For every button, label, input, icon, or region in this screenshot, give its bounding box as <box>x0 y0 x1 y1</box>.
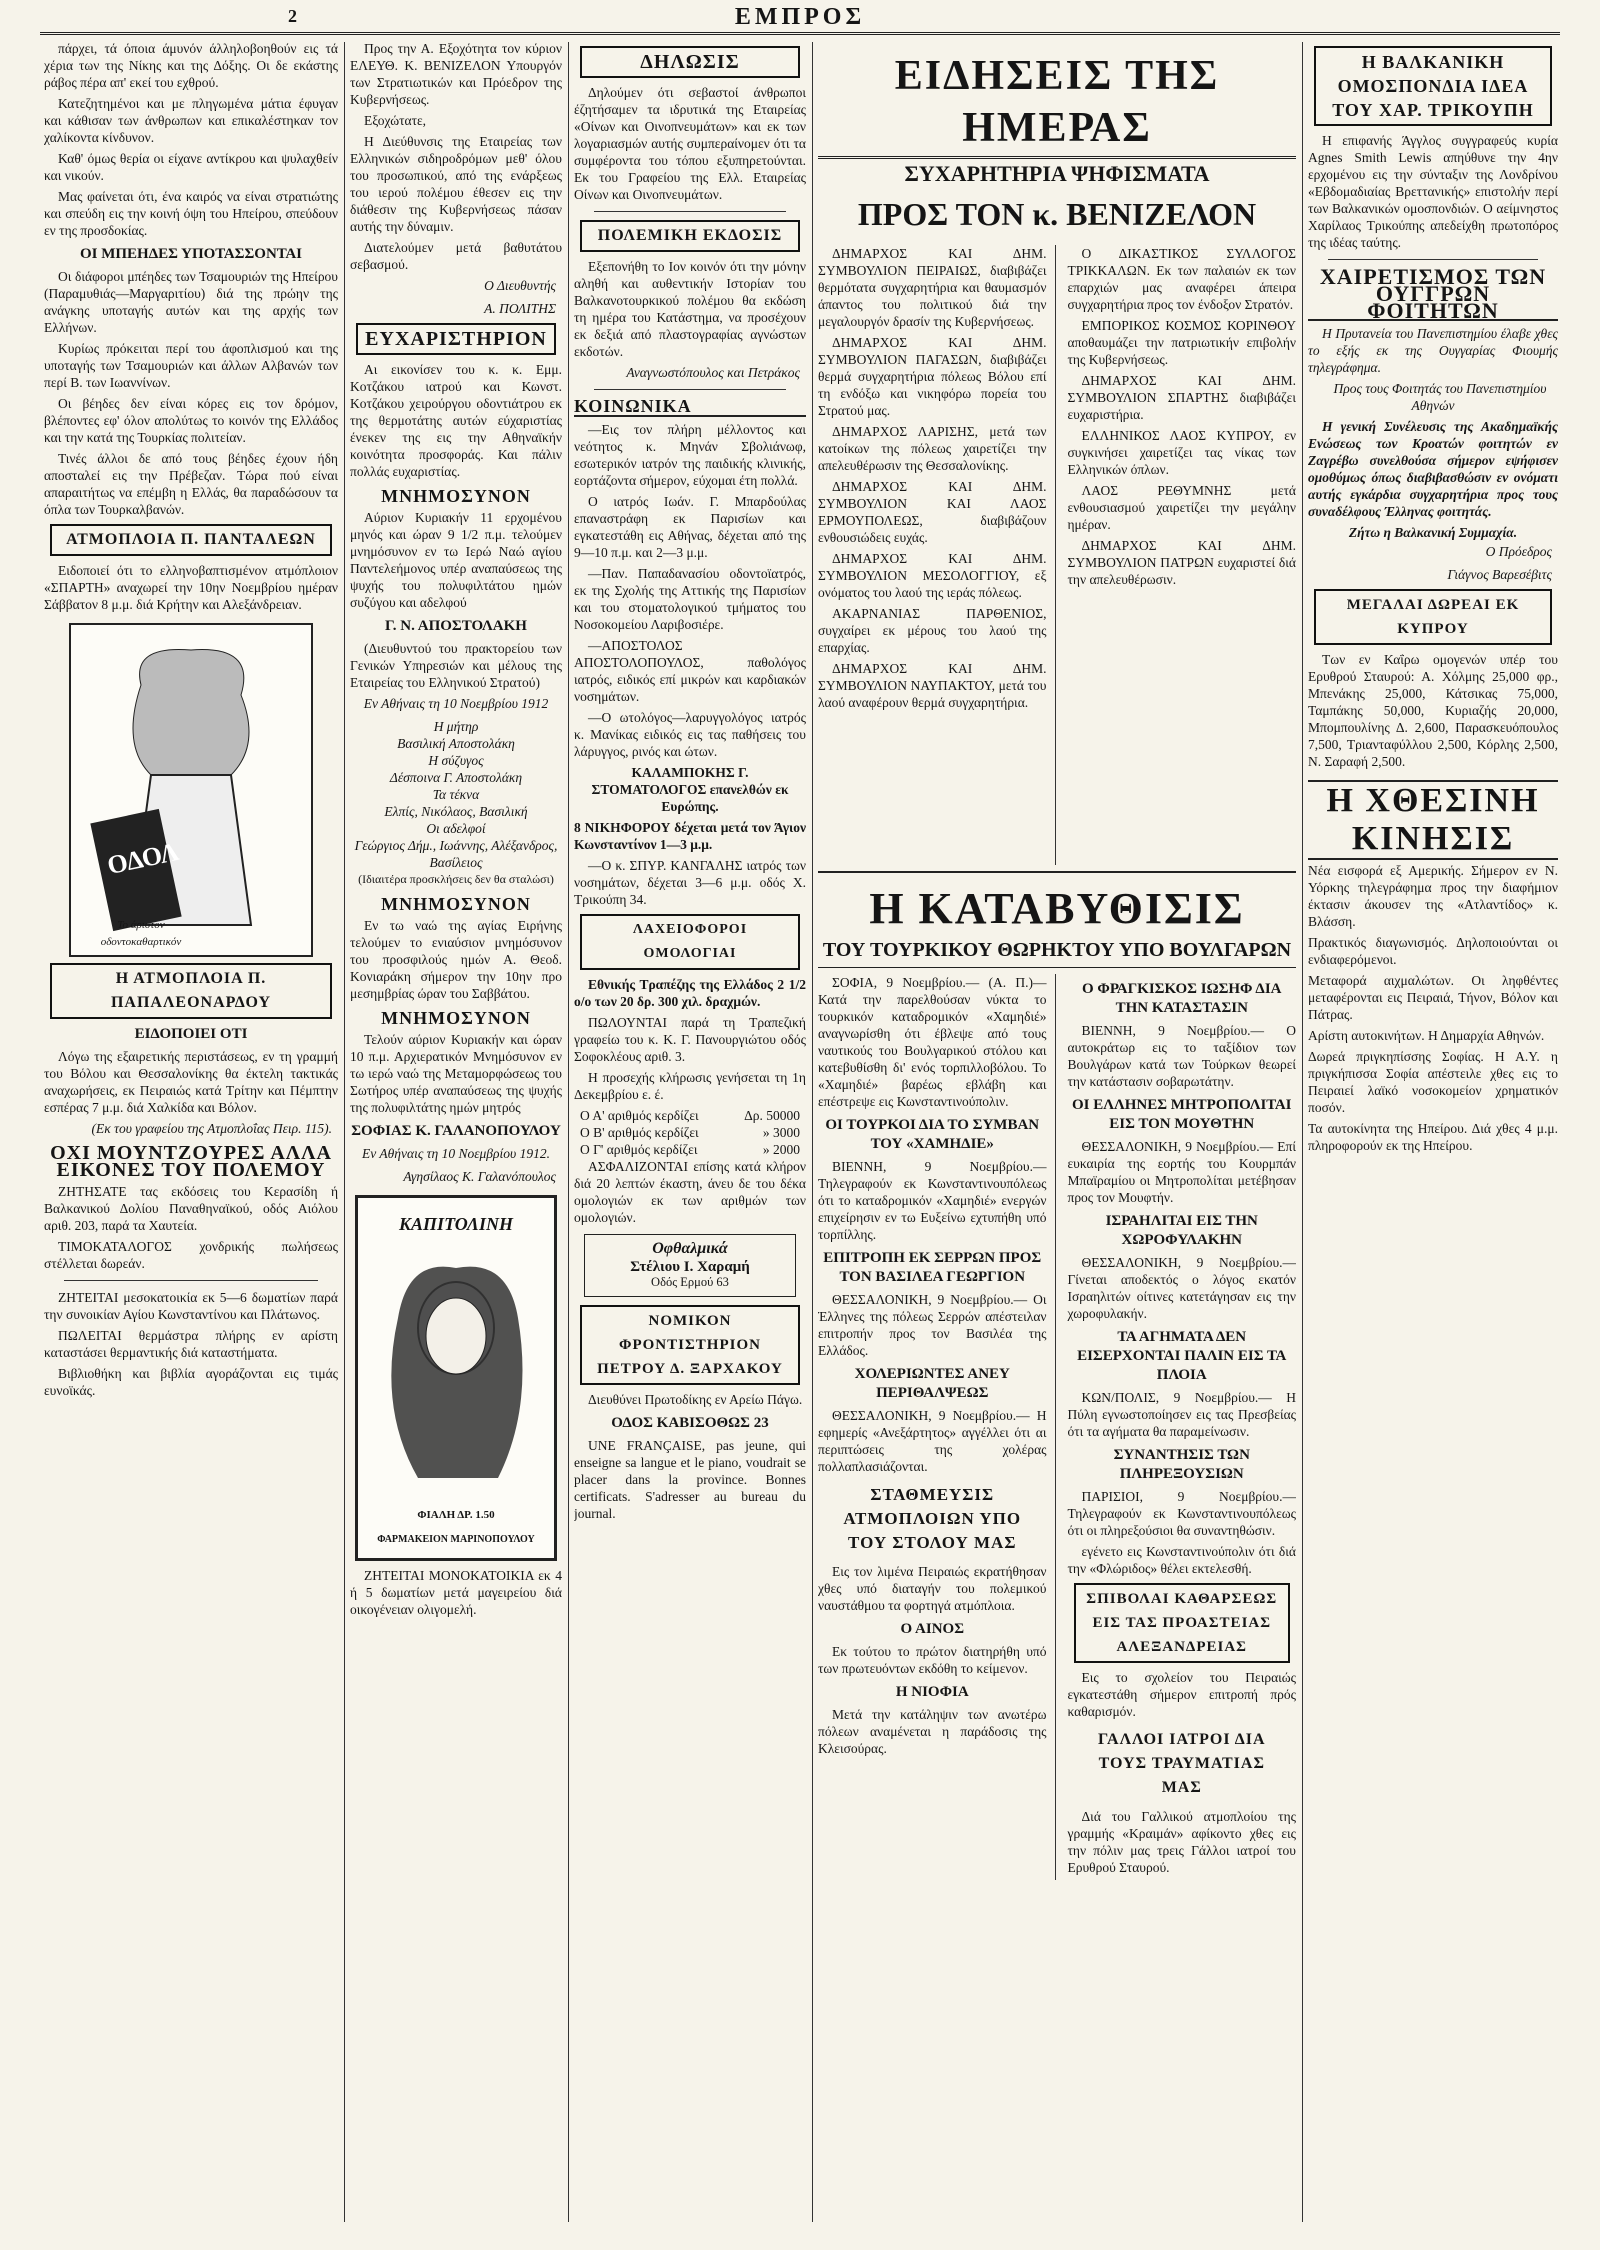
paragraph: Κυρίως πρόκειται περί του άφοπλισμού και της υποταγής των Τσαμουριών και άλλων Αλβανών των περί Β. των Ιωαννίνων. <box>44 341 338 390</box>
news-item: ΔΗΜΑΡΧΟΣ ΚΑΙ ΔΗΜ. ΣΥΜΒΟΥΛΙΟΝ ΜΕΣΟΛΟΓΓΙΟΥ, εξ ονόματος του λαού της ιεράς πόλεως. <box>818 551 1047 600</box>
family-line: Τα τέκνα <box>432 787 480 802</box>
paragraph: Οι διάφοροι μπέηδες των Τσαμουριών της Ηπείρου (Παραμυθιάς—Μαργαριτίου) διά της πρώην της ανάγκης υποταγής αυτών και της αρχής των Ελλήνων. <box>44 269 338 335</box>
column-5 <box>1308 40 1558 2232</box>
social-item: —Ο κ. ΣΠΥΡ. ΚΑΝΓΑΛΗΣ ιατρός των νοσημάτων, δέχεται 3—6 μ.μ. οδός Χ. Τρικούπη 34. <box>574 858 806 907</box>
ad-heading: Η ΑΤΜΟΠΛΟΙΑ Π. ΠΑΠΑΛΕΟΝΑΡΔΟΥ <box>50 963 332 1019</box>
social-item: —Ο ωτολόγος—λαρυγγολόγος ιατρός κ. Μανίκας ειδικός εις τας παθήσεις του λάρυγγος, ρινός και ώτων. <box>574 710 806 759</box>
woman-illustration <box>358 1248 554 1498</box>
paragraph: Εξεπονήθη το Ιον κοινόν ότι την μόνην αληθή και αυθεντικήν Ιστορίαν του Βαλκανοτουρκικού πολέμου θα εκδώση τη ημέρα του Κατάστημα, να προσέχουν εκ δεξιά από πλαστογραφίας αγνώστων εκδοτών. <box>574 259 806 359</box>
ad-text: Λόγω της εξαιρετικής περιστάσεως, εν τη γραμμή του Βόλου και Θεσσαλονίκης θα έκτελη τακτικάς αναχωρήσεις, εκ Πειραιώς κατά Τρίτην και Πέμπτην εσπέρας 7 μ.μ. διά Χαλκίδα και Βόλον. <box>44 1049 338 1115</box>
paragraph: Μας φαίνεται ότι, ένα καιρός να είναι στρατιώτης και σπεύδη εις την κοινή όψη του Ηπείρου, σπεύδουν εν της προσδοκίας. <box>44 189 338 238</box>
section-heading: ΝΟΜΙΚΟΝ ΦΡΟΝΤΙΣΤΗΡΙΟΝ ΠΕΤΡΟΥ Δ. ΞΑΡΧΑΚΟΥ <box>580 1305 800 1385</box>
column-1 <box>44 40 338 2232</box>
news-item: ΘΕΣΣΑΛΟΝΙΚΗ, 9 Νοεμβρίου.— Οι Έλληνες της πόλεως Σερρών απέστειλαν επιτροπήν προς τον Βασιλέα της Ελλάδος. <box>818 1292 1047 1358</box>
column-2 <box>350 40 562 2232</box>
lottery-value: » 3000 <box>762 1125 800 1140</box>
column-rule <box>568 42 569 2222</box>
classified: ΖΗΤΕΙΤΑΙ μεσοκατοικία εκ 5—6 δωματίων παρά την συνοικίαν Αγίου Κωνσταντίνου και Πλάτωνος. <box>44 1290 338 1322</box>
section-heading: ΠΟΛΕΜΙΚΗ ΕΚΔΟΣΙΣ <box>580 220 800 252</box>
family-line: Δέσποινα Γ. Αποστολάκη <box>389 770 523 785</box>
address: ΟΔΟΣ ΚΑΒΙΣΟΘΩΣ 23 <box>611 1415 769 1431</box>
news-item: Δωρεά πριγκηπίσσης Σοφίας. Η Α.Υ. η πριγκήπισσα Σοφία απέστειλε χθες εις το Πειραιεί λαϊκό νοσοκομείον χρηματικόν ποσόν. <box>1308 1049 1558 1115</box>
newspaper-title: ΕΜΠΡΟΣ <box>734 4 866 30</box>
family-line: Γεώργιος Δήμ., Ιωάννης, Αλέξανδρος, Βασίλειος <box>354 838 558 870</box>
signature: Αναγνωστόπουλος και Πετράκος <box>626 365 800 380</box>
family-line: Οι αδελφοί <box>426 821 486 836</box>
paragraph: Των εν Καΐρω ομογενών υπέρ του Ερυθρού Σταυρού: Α. Χόλμης 25,000 φρ., Μπενάκης 25,000, Κάτσικας 75,000, Ταμπάκης 50,000, Κυριαζής 20,000, Μπομπουλίνης Δ. 2,600, Παρασκευόπουλος 7,500, Τριανταφύλλου 2,500, Κόρλης 2,500, Ν. Σαραφή 2,500. <box>1308 652 1558 769</box>
ad-price: ΦΙΑΛΗ ΔΡ. 1.50 <box>417 1509 495 1521</box>
news-item: Εκ τούτου το πρώτον διατηρήθη υπό των πρωτευόντων εκδόθη το κείμενον. <box>818 1644 1047 1676</box>
column-4 <box>818 40 1296 2232</box>
separator <box>64 1280 318 1281</box>
section-heading: Η ΒΑΛΚΑΝΙΚΗ ΟΜΟΣΠΟΝΔΙΑ ΙΔΕΑ ΤΟΥ ΧΑΡ. ΤΡΙΚΟΥΠΗ <box>1314 46 1552 126</box>
news-heading: ΧΟΛΕΡΙΩΝΤΕΣ ΑΝΕΥ ΠΕΡΙΘΑΛΨΕΩΣ <box>854 1366 1010 1401</box>
separator <box>818 871 1296 873</box>
lottery-label: Ο Γ' αριθμός κερδίζει <box>580 1142 698 1157</box>
news-item: ΛΑΟΣ ΡΕΘΥΜΝΗΣ μετά ενθουσιασμού χαιρετίζει την μεγάλην ημέραν. <box>1067 483 1296 532</box>
news-heading: ΣΤΑΘΜΕΥΣΙΣ ΑΤΜΟΠΛΟΙΩΝ ΥΠΟ ΤΟΥ ΣΤΟΛΟΥ ΜΑΣ <box>843 1485 1022 1552</box>
news-heading: ΓΑΛΛΟΙ ΙΑΤΡΟΙ ΔΙΑ ΤΟΥΣ ΤΡΑΥΜΑΤΙΑΣ ΜΑΣ <box>1097 1731 1266 1796</box>
paragraph: ΑΣΦΑΛΙΖΟΝΤΑΙ επίσης κατά κλήρον διά 20 λεπτών έκαστη, άνευ δε του δέκα ομολογιών εκ των αριθμών των ομολογιών. <box>574 1159 806 1225</box>
headline-sub: ΤΟΥ ΤΟΥΡΚΙΚΟΥ ΘΩΡΗΚΤΟΥ ΥΠΟ ΒΟΥΛΓΑΡΩΝ <box>818 937 1296 968</box>
paragraph: πάρχει, τά όποια άμυνόν άλληλοβοηθούν εις τά χέρια των της Νίκης και της Δόξης. Οι δε εκάστης ράβος πέρα απ' εκεί του εχθρού. <box>44 41 338 90</box>
ad-text: Ειδοποιεί ότι το ελληνοβαπτισμένον ατμόπλοιον «ΣΠΑΡΤΗ» αναχωρεί την 10ην Νοεμβρίου ημέραν Σάββατον 8 μ.μ. διά Κρήτην και Αλεξάνδρειαν. <box>44 563 338 612</box>
news-item: Διά του Γαλλικού ατμοπλοίου της γραμμής «Κραιμάν» αφίκοντο χθες εις την πόλιν μας τρεις Γάλλοι ιατροί του Ερυθρού Σταυρού. <box>1067 1809 1296 1875</box>
paragraph: Η Διεύθυνσις της Εταιρείας των Ελληνικών σιδηροδρόμων μεθ' όλου του προσωπικού, από της ενάρξεως του ιερού πολέμου έθεσεν εις την διάθεσιν της Κυβερνήσεως πάσαν αυτής την δύναμιν. <box>350 134 562 234</box>
family-line: Ελπίς, Νικόλαος, Βασιλική <box>384 804 528 819</box>
news-item: ΔΗΜΑΡΧΟΣ ΚΑΙ ΔΗΜ. ΣΥΜΒΟΥΛΙΟΝ ΣΠΑΡΤΗΣ διαβιβάζει ευχαριστήρια. <box>1067 373 1296 422</box>
section-title: ΠΡΟΣ ΤΟΝ κ. ΒΕΝΙΖΕΛΟΝ <box>857 196 1257 232</box>
lottery-label: Ο Α' αριθμός κερδίζει <box>580 1108 699 1123</box>
section-heading: ΚΟΙΝΩΝΙΚΑ <box>574 398 806 417</box>
date-line: Εν Αθήναις τη 10 Νοεμβρίου 1912. <box>362 1146 550 1161</box>
classified: Βιβλιοθήκη και βιβλία αγοράζονται εις τιμάς ευνοϊκάς. <box>44 1366 338 1398</box>
news-item: ΔΗΜΑΡΧΟΣ ΛΑΡΙΣΗΣ, μετά των κατοίκων της πόλεως χαιρετίζει την απελευθέρωσιν της Θεσσαλονίκης. <box>818 424 1047 473</box>
capitoline-ad <box>355 1195 557 1561</box>
girl-illustration <box>71 625 311 955</box>
news-item: Μετά την κατάληψιν των ανωτέρω πόλεων αναμένεται η παράδοσις της Κλεισούρας. <box>818 1707 1047 1756</box>
news-item: ΔΗΜΑΡΧΟΣ ΚΑΙ ΔΗΜ. ΣΥΜΒΟΥΛΙΟΝ ΝΑΥΠΑΚΤΟΥ, μετά του λαού αναφέρουν θερμά συγχαρητήρια. <box>818 661 1047 710</box>
paragraph: Διευθύνει Πρωτοδίκης εν Αρείω Πάγω. <box>588 1392 803 1407</box>
page-number: 2 <box>288 6 297 26</box>
ad-caption: Το άριστον οδοντοκαθαρτικόν <box>100 919 182 948</box>
paragraph: Οι βέηδες δεν είναι κόρες εις τον δρόμον, βλέποντες εφ' όλον απολύτως το κοινόν της Ελλάδος και την κατά της Τουρκίας πολιτείαν. <box>44 396 338 445</box>
classified: ΖΗΤΕΙΤΑΙ ΜΟΝΟΚΑΤΟΙΚΙΑ εκ 4 ή 5 δωματίων μετά μαγειρείου διά οικογένειαν ολιγομελή. <box>350 1568 562 1617</box>
lottery-value: » 2000 <box>762 1142 800 1157</box>
news-item: ΒΙΕΝΝΗ, 9 Νοεμβρίου.— Τηλεγραφούν εκ Κωνσταντινουπόλεως ότι το καταδρομικόν «Χαμηδιέ» ενεργών επιχείρησιν εν τω Ευξείνω εχτυπήθη υπό τορπίλλης. <box>818 1159 1047 1242</box>
paragraph: Προς την Α. Εξοχότητα τον κύριον ΕΛΕΥΘ. Κ. ΒΕΝΙΖΕΛΟΝ Υπουργόν των Στρατιωτικών και Πρόεδρον της Κυβερνήσεως. <box>350 41 562 107</box>
note: (Ιδιαιτέρα προσκλήσεις δεν θα σταλώσι) <box>358 872 554 886</box>
news-item: Τα αυτοκίνητα της Ηπείρου. Διά χθες 4 μ.μ. πληροφορούν εκ της Ηπείρου. <box>1308 1121 1558 1153</box>
news-item: Εις τον λιμένα Πειραιώς εκρατήθησαν χθες υπό διαταγήν του πολεμικού ναυστάθμου τα φορτηγά ατμόπλοια. <box>818 1564 1047 1613</box>
separator <box>1328 259 1538 260</box>
news-item: ΑΚΑΡΝΑΝΙΑΣ ΠΑΡΘΕΝΙΟΣ, συγχαίρει εκ μέρους του λαού της επαρχίας. <box>818 606 1047 655</box>
lottery-row <box>580 1141 800 1158</box>
paragraph: Αύριον Κυριακήν 11 ερχομένου μηνός και ώραν 9 1/2 π.μ. τελούμεν μνημόσυνον εν τω Ιερώ Ναώ αγίου Παντελεήμονος υπέρ αναπαύσεως της ψυχής του πολυφιλτάτου ημών συζύγου και αδελφού <box>350 510 562 610</box>
news-col-right <box>1068 245 1297 865</box>
news-item: ΒΙΕΝΝΗ, 9 Νοεμβρίου.— Ο αυτοκράτωρ εις το ταξίδιον των Βουλγάρων κατά των Τούρκων θεωρεί την κατάστασιν σοβαρωτάτην. <box>1067 1023 1296 1089</box>
column-rule <box>812 42 813 2222</box>
news-two-cols <box>818 974 1296 1880</box>
ad-heading: ΑΤΜΟΠΛΟΙΑ Π. ΠΑΝΤΑΛΕΩΝ <box>50 524 332 556</box>
toothpaste-ad <box>69 623 313 957</box>
ad-text: ΖΗΤΗΣΑΤΕ τας εκδόσεις του Κερασίδη ή Βαλκανικού Δολίου Παναθηναϊκού, οδός Αιόλου αριθ. 203, παρά τα Χαυτεία. <box>44 1184 338 1233</box>
family-line: Η μήτηρ <box>433 719 479 734</box>
lottery-value: Δρ. 50000 <box>744 1108 800 1123</box>
classified: ΠΩΛΕΙΤΑΙ θερμάστρα πλήρης εν αρίστη καταστάσει θερμαντικής διά καταστήματα. <box>44 1328 338 1360</box>
signature: Αγησίλαος Κ. Γαλανόπουλος <box>403 1169 556 1184</box>
news-heading: ΤΑ ΑΓΗΜΑΤΑ ΔΕΝ ΕΙΣΕΡΧΟΝΤΑΙ ΠΑΛΙΝ ΕΙΣ ΤΑ ΠΛΟΙΑ <box>1077 1329 1287 1383</box>
headline: Η ΚΑΤΑΒΥΘΙΣΙΣ <box>869 884 1245 933</box>
news-item: ΔΗΜΑΡΧΟΣ ΚΑΙ ΔΗΜ. ΣΥΜΒΟΥΛΙΟΝ ΚΑΙ ΛΑΟΣ ΕΡΜΟΥΠΟΛΕΩΣ, διαβιβάζουν ενθουσιώδεις ευχάς. <box>818 479 1047 545</box>
paragraph: Η Πρυτανεία του Πανεπιστημίου έλαβε χθες το εξής εκ της Ουγγαρίας Φιουμής τηλεγράφημα. <box>1308 326 1558 375</box>
column-rule <box>1302 42 1303 2222</box>
social-item: —ΑΠΟΣΤΟΛΟΣ ΑΠΟΣΤΟΛΟΠΟΥΛΟΣ, παθολόγος ιατρός, ειδικός επί μικρών και καρδιακών νοσημάτων. <box>574 638 806 704</box>
ad-address: Οδός Ερμού 63 <box>651 1275 729 1289</box>
news-item: Αρίστη αυτοκινήτων. Η Δημαρχία Αθηνών. <box>1308 1028 1545 1043</box>
social-item: —Παν. Παπαδανασίου οδοντοϊατρός, εκ της Σχολής της Αττικής της Παρισίων και του στοματολογικού τμήματος του Νοσοκομείου Λαριβοσιέρε. <box>574 566 806 632</box>
deceased-name: ΣΟΦΙΑΣ Κ. ΓΑΛΑΝΟΠΟΥΛΟΥ <box>351 1123 561 1139</box>
ad-brand: ΟΔΟΛ <box>104 836 182 881</box>
section-heading: Η ΧΘΕΣΙΝΗ ΚΙΝΗΣΙΣ <box>1308 780 1558 860</box>
news-item: ΔΗΜΑΡΧΟΣ ΚΑΙ ΔΗΜ. ΣΥΜΒΟΥΛΙΟΝ ΠΑΤΡΩΝ ευχαριστεί διά την απελευθέρωσιν. <box>1067 538 1296 587</box>
paragraph: (Διευθυντού του πρακτορείου των Γενικών Υπηρεσιών και μέλους της Εταιρείας του Ελληνικού Στρατού) <box>350 641 562 690</box>
lottery-table <box>580 1107 800 1158</box>
signature: Ο Διευθυντής <box>484 278 556 293</box>
news-heading: ΣΠΙΒΟΛΑΙ ΚΑΘΑΡΣΕΩΣ ΕΙΣ ΤΑΣ ΠΡΟΑΣΤΕΙΑΣ ΑΛΕΞΑΝΔΡΕΙΑΣ <box>1074 1583 1291 1663</box>
section-heading: ΕΥΧΑΡΙΣΤΗΡΙΟΝ <box>356 323 556 355</box>
paragraph: Προς τους Φοιτητάς του Πανεπιστημίου Αθηνών <box>1333 381 1547 413</box>
family-line: Η σύζυγος <box>428 753 484 768</box>
news-heading: ΙΣΡΑΗΛΙΤΑΙ ΕΙΣ ΤΗΝ ΧΩΡΟΦΥΛΑΚΗΝ <box>1105 1213 1258 1248</box>
masthead <box>40 6 1560 35</box>
section-heading: ΜΝΗΜΟΣΥΝΟΝ <box>381 486 531 506</box>
news-heading: Η ΝΙΟΦΙΑ <box>895 1684 969 1700</box>
separator <box>594 389 786 390</box>
news-item: Πρακτικός διαγωνισμός. Δηλοποιούνται οι ενδιαφερόμενοι. <box>1308 935 1558 967</box>
section-heading: ΜΝΗΜΟΣΥΝΟΝ <box>381 894 531 914</box>
cheer: Ζήτω η Βαλκανική Συμμαχία. <box>1348 525 1518 540</box>
news-col-right <box>1068 974 1297 1880</box>
lottery-row <box>580 1124 800 1141</box>
ad-name: Στέλιου Ι. Χαραμή <box>630 1259 750 1275</box>
news-heading: Ο ΦΡΑΓΚΙΣΚΟΣ ΙΩΣΗΦ ΔΙΑ ΤΗΝ ΚΑΤΑΣΤΑΣΙΝ <box>1081 981 1282 1016</box>
ad-pharmacy: ΦΑΡΜΑΚΕΙΟΝ ΜΑΡΙΝΟΠΟΥΛΟΥ <box>377 1534 535 1545</box>
news-item: ΘΕΣΣΑΛΟΝΙΚΗ, 9 Νοεμβρίου.— Η εφημερίς «Ανεξάρτητος» αγγέλλει ότι αι περιπτώσεις της χολέρας πολλαπλασιάζονται. <box>818 1408 1047 1474</box>
signature: Ο Πρόεδρος <box>1485 544 1552 559</box>
ad-brand: Οφθαλμικά <box>652 1240 728 1257</box>
news-heading: ΟΙ ΤΟΥΡΚΟΙ ΔΙΑ ΤΟ ΣΥΜΒΑΝ ΤΟΥ «ΧΑΜΗΔΙΕ» <box>825 1117 1040 1152</box>
news-item: ΣΟΦΙΑ, 9 Νοεμβρίου.— (Α. Π.)— Κατά την παρελθούσαν νύκτα το τουρκικόν καταδρομικόν «Χαμηδιέ» αναγνωρίσθη ότι έβλεψε από τους ναυτικούς του Βουλγαρικού στόλου και κατεβυθίσθη δι' ενός τορπιλλοβόλου. Το «Χαμηδιέ» βαρέως εβλάβη και επέστρεψε εις Κωνσταντινούπολιν. <box>818 975 1047 1109</box>
news-item: Ο ΔΙΚΑΣΤΙΚΟΣ ΣΥΛΛΟΓΟΣ ΤΡΙΚΚΑΛΩΝ. Εκ των παλαιών εκ των επαρχιών μας αναφέρει άπειρα συγχαρητήρια προς τον ένδοξον Στρατόν. <box>1067 246 1296 312</box>
section-heading: ΜΝΗΜΟΣΥΝΟΝ <box>381 1008 531 1028</box>
section-heading: ΛΑΧΕΙΟΦΟΡΟΙ ΟΜΟΛΟΓΙΑΙ <box>580 914 800 970</box>
family-list <box>350 718 562 871</box>
paragraph: Αι εικονίσεν του κ. κ. Εμμ. Κοτζάκου ιατρού και Κωνστ. Κοτζάκου χειρούργου οδοντιάτρου εκ της θερμοτάτης αυτών εύχαριστίας ένεκεν της εις την Αθηναϊκήν κοινότητα προσφοράς. Και πάλιν πολλάς ευχαριστίας. <box>350 362 562 479</box>
section-heading: ΜΕΓΑΛΑΙ ΔΩΡΕΑΙ ΕΚ ΚΥΠΡΟΥ <box>1314 589 1552 645</box>
paragraph: Διατελούμεν μετά βαθυτάτου σεβασμού. <box>350 240 562 272</box>
paragraph: Η γενική Συνέλευσις της Ακαδημαϊκής Ενώσεως των Κροατών φοιτητών εν Ζαγρέβω συνελθούσα σήμερον εψήφισεν ομοθύμως όπως διαβιβασθώσιν εν ονόματι αυτής εγκάρδια συγχαρητήρια προς τους συναδέλφους Έλληνας φοιτητάς. <box>1308 419 1558 519</box>
section-heading: ΧΑΙΡΕΤΙΣΜΟΣ ΤΩΝ ΟΥΓΓΡΩΝ ΦΟΙΤΗΤΩΝ <box>1308 268 1558 321</box>
news-heading: ΣΥΝΑΝΤΗΣΙΣ ΤΩΝ ΠΛΗΡΕΞΟΥΣΙΩΝ <box>1113 1447 1250 1482</box>
subheading: ΟΙ ΜΠΕΗΔΕΣ ΥΠΟΤΑΣΣΟΝΤΑΙ <box>79 246 303 262</box>
news-item: εγένετο εις Κωνσταντινούπολιν ότι διά την «Φλώριδος» θέλει εκτελεσθή. <box>1067 1544 1296 1576</box>
news-item: Εις το σχολείον του Πειραιώς εγκατεστάθη σήμερον επιτροπή πρός καθαρισμόν. <box>1067 1670 1296 1719</box>
optics-ad <box>584 1234 796 1297</box>
paragraph: Τινές άλλοι δε από τους βέηδες έχουν ήδη αποσταλεί εις την Πρέβεζαν. Τώρα πού είναι απαραιτήτως να επέμβη η Ελλάς, θα παραδώσουν τα όπλα των Τουρκαλβανών. <box>44 451 338 517</box>
column-3 <box>574 40 806 2232</box>
paragraph: UNE FRANÇAISE, pas jeune, qui enseigne sa langue et le piano, voudrait se placer dans la province. Bonnes certificats. S'adresser au bureau du journal. <box>574 1438 806 1521</box>
deceased-name: Γ. Ν. ΑΠΟΣΤΟΛΑΚΗ <box>385 618 527 634</box>
social-item: Ο ιατρός Ιωάν. Γ. Μπαρδούλας επαναστράφη εκ Παρισίων και εγκατεστάθη εις Αθήνας, δέχεται από της 9—10 π.μ. και 2—3 μ.μ. <box>574 494 806 560</box>
news-item: ΠΑΡΙΣΙΟΙ, 9 Νοεμβρίου.— Τηλεγραφούν εκ Κωνσταντινουπόλεως ότι οι πληρεξούσιοι θα συναντηθώσιν. <box>1067 1489 1296 1538</box>
family-line: Βασιλική Αποστολάκη <box>397 736 515 751</box>
signature: Γιάγνος Βαρεσέβιτς <box>1447 567 1552 582</box>
news-two-cols <box>818 245 1296 865</box>
news-col-left <box>818 245 1056 865</box>
news-item: ΘΕΣΣΑΛΟΝΙΚΗ, 9 Νοεμβρίου.— Επί ευκαιρία της εορτής του Κουρμπάν Μπαϊραμίου οι Μητροπολίται μετέβησαν προς τον Μουφτήν. <box>1067 1139 1296 1205</box>
news-heading: ΕΠΙΤΡΟΠΗ ΕΚ ΣΕΡΡΩΝ ΠΡΟΣ ΤΟΝ ΒΑΣΙΛΕΑ ΓΕΩΡΓΙΟΝ <box>823 1250 1042 1285</box>
news-item: ΕΜΠΟΡΙΚΟΣ ΚΟΣΜΟΣ ΚΟΡΙΝΘΟΥ αποθαυμάζει την πατριωτικήν επιβολήν της Κυβερνήσεως. <box>1067 318 1296 367</box>
subheading: ΕΙΔΟΠΟΙΕΙ ΟΤΙ <box>134 1026 248 1042</box>
paragraph: Η προσεχής κλήρωσις γενήσεται τη 1η Δεκεμβρίου ε. έ. <box>574 1070 806 1102</box>
ad-heading: ΟΧΙ ΜΟΥΝΤΖΟΥΡΕΣ ΑΛΛΑ ΕΙΚΟΝΕΣ ΤΟΥ ΠΟΛΕΜΟΥ <box>50 1142 332 1181</box>
paragraph: Εξοχώτατε, <box>364 113 427 128</box>
paragraph: Καθ' όμως θερία οι είχανε αντίκρου και ψυλαχθείν και νικούν. <box>44 151 338 183</box>
news-col-left <box>818 974 1056 1880</box>
paragraph: Δηλούμεν ότι σεβαστοί άνθρωποι έζητήσαμεν τα ιδρυτικά της Εταιρείας «Οίνων και Οινοπνευμάτων» και εκ των λογαριασμών αυτής συμπεραίνομεν ότι τα συμφέροντα του τόπου εξυπηρετούνται. Εκ του Γραφείου της Ελλ. Εταιρείας Οίνων και Οινοπνευμάτων. <box>574 85 806 202</box>
main-heading: ΕΙΔΗΣΕΙΣ ΤΗΣ ΗΜΕΡΑΣ <box>818 50 1296 159</box>
section-title: ΣΥΧΑΡΗΤΗΡΙΑ ΨΗΦΙΣΜΑΤΑ <box>904 161 1210 186</box>
signature: (Εκ του γραφείου της Ατμοπλοΐας Πειρ. 115). <box>91 1121 332 1136</box>
news-item: Μεταφορά αιχμαλώτων. Οι ληφθέντες μεταφέρονται εις Πειραιά, Τήνον, Βόλον και Πάτρας. <box>1308 973 1558 1022</box>
news-item: ΔΗΜΑΡΧΟΣ ΚΑΙ ΔΗΜ. ΣΥΜΒΟΥΛΙΟΝ ΠΕΙΡΑΙΩΣ, διαβιβάζει θερμότατα συγχαρητήρια και θαυμασμόν άπαντος του πολιτικού διά την μεγαλουργόν δρασίν της Κυβερνήσεως. <box>818 246 1047 329</box>
lottery-row <box>580 1107 800 1124</box>
social-item: —Εις τον πλήρη μέλλοντος και νεότητος κ. Μηνάν Σβολιάνωφ, εσωτερικόν ιατρόν της παιδικής κλινικής, εορτάζοντα σήμερον, εύχομαι έτη πολλά. <box>574 422 806 488</box>
signature: Α. ΠΟΛΙΤΗΣ <box>484 301 556 316</box>
ad-brand: ΚΑΠΙΤΟΛΙΝΗ <box>399 1214 513 1234</box>
news-heading: Ο ΑΙΝΟΣ <box>900 1621 965 1637</box>
paragraph: Εν τω ναώ της αγίας Ειρήνης τελούμεν το ενιαύσιον μνημόσυνον του προσφιλούς ημών Α. Θεοδ. Κονιαράκη σήμερον την 10ην προ μεσημβρίας ώραν του Σαββάτου. <box>350 918 562 1001</box>
news-item: ΘΕΣΣΑΛΟΝΙΚΗ, 9 Νοεμβρίου.— Γίνεται αποδεκτός ο λόγος εκατόν Ισραηλιτών οίτινες κατετάγησαν εις την χωροφυλακήν. <box>1067 1255 1296 1321</box>
paragraph: ΠΩΛΟΥΝΤΑΙ παρά τη Τραπεζική γραφείω του κ. Κ. Γ. Πανουργιώτου οδός Σοφοκλέους αριθ. 3. <box>574 1015 806 1064</box>
news-item: ΕΛΛΗΝΙΚΟΣ ΛΑΟΣ ΚΥΠΡΟΥ, εν συγκινήσει χαιρετίζει τας νίκας των Ελληνικών όπλων. <box>1067 428 1296 477</box>
news-heading: ΟΙ ΕΛΛΗΝΕΣ ΜΗΤΡΟΠΟΛΙΤΑΙ ΕΙΣ ΤΟΝ ΜΟΥΘΤΗΝ <box>1071 1097 1292 1132</box>
news-item: ΔΗΜΑΡΧΟΣ ΚΑΙ ΔΗΜ. ΣΥΜΒΟΥΛΙΟΝ ΠΑΓΑΣΩΝ, διαβιβάζει θερμά συγχαρητήρια πόλεως Βόλου επί τη ενδόξω και νικηφόρω πορεία του Στρατού μας. <box>818 335 1047 418</box>
section-heading: ΔΗΛΩΣΙΣ <box>580 46 800 78</box>
paragraph: Η επιφανής Άγγλος συγγραφεύς κυρία Agnes Smith Lewis απηύθυνε την 4ην ερχομένου εις την σύνταξιν της Λονδρίνου «Εβδομαδιαίας Βρεττανικής» επιστολήν περί των Βαλκανικών ομοσπονδιών. Ο αείμνηστος Χαρίλαος Τρικούπης απεδείχθη πρωτοπόρος της ιδέας ταύτης. <box>1308 133 1558 250</box>
separator <box>594 211 786 212</box>
news-item: ΚΩΝ/ΠΟΛΙΣ, 9 Νοεμβρίου.— Η Πύλη εγνωστοποίησεν εις τας Πρεσβείας ότι τα αγήματα θα παραμείνωσιν. <box>1067 1390 1296 1439</box>
paragraph: Εθνικής Τραπέζης της Ελλάδος 2 1/2 ο/ο των 20 δρ. 300 χιλ. δραχμών. <box>574 977 806 1009</box>
news-item: Νέα εισφορά εξ Αμερικής. Σήμερον εν Ν. Υόρκης τηλεγράφημα προς την διαφήμιον έκτασιν άκουσεν της «Ατλαντίδος» κ. Βλάσση. <box>1308 863 1558 929</box>
social-item: ΚΑΛΑΜΠΟΚΗΣ Γ. ΣΤΟΜΑΤΟΛΟΓΟΣ επανελθών εκ Ευρώπης. <box>591 765 789 814</box>
ad-text: ΤΙΜΟΚΑΤΑΛΟΓΟΣ χονδρικής πωλήσεως στέλλεται δωρεάν. <box>44 1239 338 1271</box>
paragraph: Τελούν αύριον Κυριακήν και ώραν 10 π.μ. Αρχιερατικόν Μνημόσυνον εν τω ιερώ ναώ της Μεταμορφώσεως του Σωτήρος υπέρ αναπαύσεως της ψυχής της πολυφιλτάτης ημών μητρός <box>350 1032 562 1115</box>
lottery-label: Ο Β' αριθμός κερδίζει <box>580 1125 699 1140</box>
social-item: 8 ΝΙΚΗΦΟΡΟΥ δέχεται μετά τον Άγιον Κωνσταντίνον 1—3 μ.μ. <box>574 820 806 852</box>
paragraph: Κατεζητημένοι και με πληγωμένα μάτια έφυγαν και κάθισαν των άνθρωπων και επικαλέστηκαν τον χαλίκοντα κίνδυνον. <box>44 96 338 145</box>
date-line: Εν Αθήναις τη 10 Νοεμβρίου 1912 <box>363 696 549 711</box>
column-rule <box>344 42 345 2222</box>
